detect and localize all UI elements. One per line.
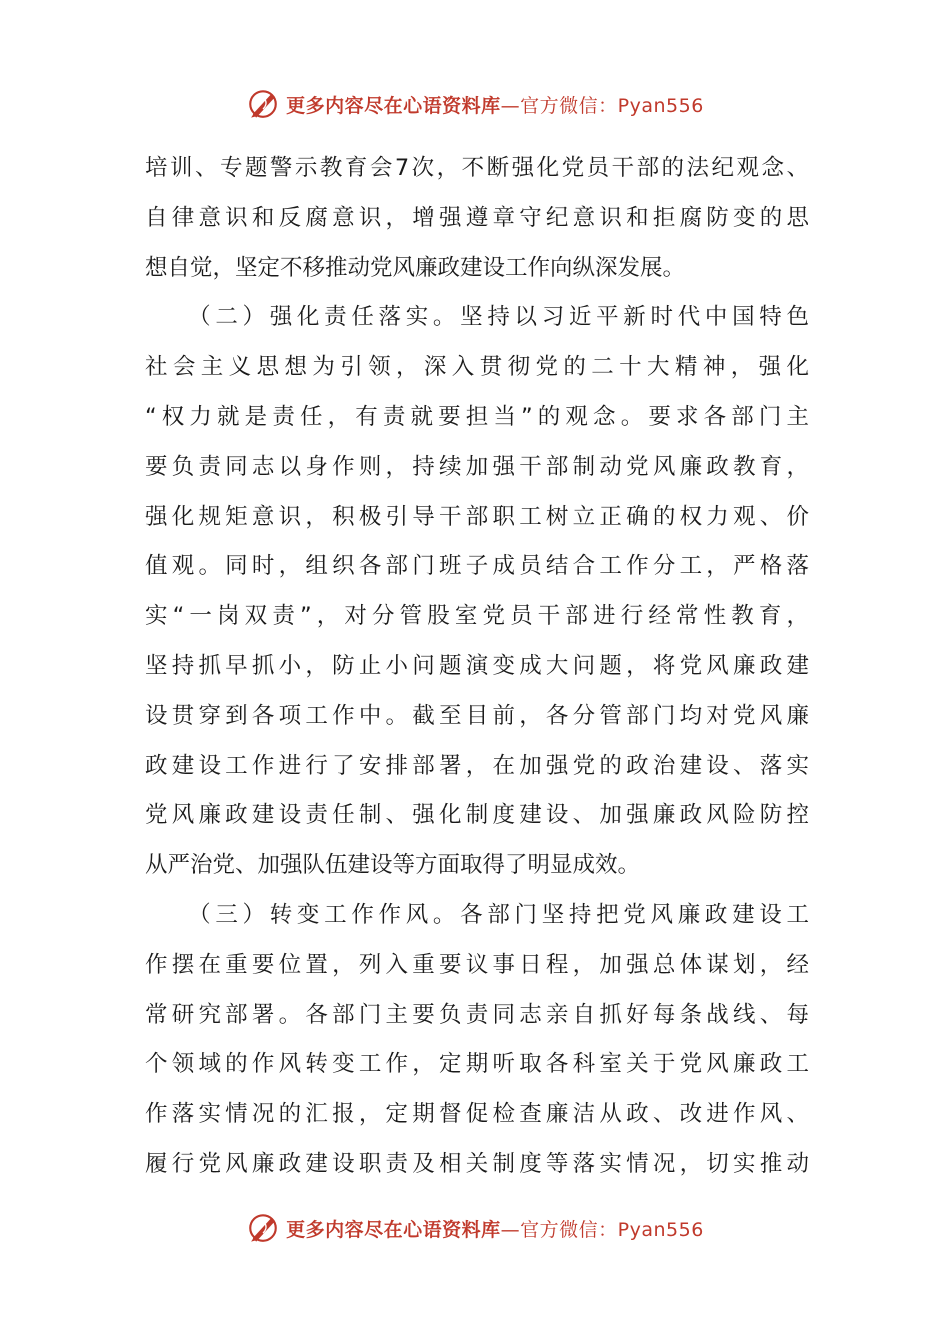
footer-wechat-text: —官方微信：Pyan556	[500, 1218, 704, 1241]
pen-logo-icon	[246, 87, 280, 121]
text-line: 履行党风廉政建设职责及相关制度等落实情况，切实推动	[145, 1150, 809, 1177]
document-body	[145, 144, 809, 1190]
text-line: 党风廉政建设责任制、强化制度建设、加强廉政风险防控	[145, 802, 809, 829]
text-line: 常研究部署。各部门主要负责同志亲自抓好每条战线、每	[145, 1001, 809, 1028]
text-line: 强化规矩意识，积极引导干部职工树立正确的权力观、价	[145, 503, 809, 530]
text-line: 要负责同志以身作则，持续加强干部制动党风廉政教育，	[145, 453, 809, 480]
text-line: 值观。同时，组织各部门班子成员结合工作分工，严格落	[145, 553, 809, 580]
text-line: 从严治党、加强队伍建设等方面取得了明显成效。	[145, 852, 641, 879]
footer-banner	[0, 1208, 950, 1248]
text-line: 设贯穿到各项工作中。截至目前，各分管部门均对党风廉	[145, 702, 809, 729]
text-line: 社会主义思想为引领，深入贯彻党的二十大精神，强化	[145, 354, 809, 381]
text-line: 培训、专题警示教育会7次，不断强化党员干部的法纪观念、	[145, 155, 809, 181]
text-line: 个领域的作风转变工作，定期听取各科室关于党风廉政工	[145, 1051, 809, 1078]
text-line: 坚持抓早抓小，防止小问题演变成大问题，将党风廉政建	[145, 652, 809, 679]
text-line: 作摆在重要位置，列入重要议事日程，加强总体谋划，经	[145, 951, 809, 978]
footer-banner-text: 更多内容尽在心语资料库	[286, 1218, 501, 1241]
header-banner	[0, 84, 950, 124]
text-line: 想自觉，坚定不移推动党风廉政建设工作向纵深发展。	[145, 254, 686, 281]
text-line: “权力就是责任，有责就要担当”的观念。要求各部门主	[145, 403, 809, 430]
text-line: 实“一岗双责”，对分管股室党员干部进行经常性教育，	[145, 603, 809, 630]
header-wechat-text: —官方微信：Pyan556	[500, 94, 704, 117]
text-line: （二）强化责任落实。坚持以习近平新时代中国特色	[145, 304, 809, 331]
header-banner-text: 更多内容尽在心语资料库	[286, 94, 501, 117]
pen-logo-icon	[246, 1211, 280, 1245]
text-line: 政建设工作进行了安排部署，在加强党的政治建设、落实	[145, 752, 809, 779]
text-line: （三）转变工作作风。各部门坚持把党风廉政建设工	[145, 901, 809, 928]
text-line: 作落实情况的汇报，定期督促检查廉洁从政、改进作风、	[145, 1101, 809, 1128]
text-line: 自律意识和反腐意识，增强遵章守纪意识和拒腐防变的思	[145, 204, 809, 231]
